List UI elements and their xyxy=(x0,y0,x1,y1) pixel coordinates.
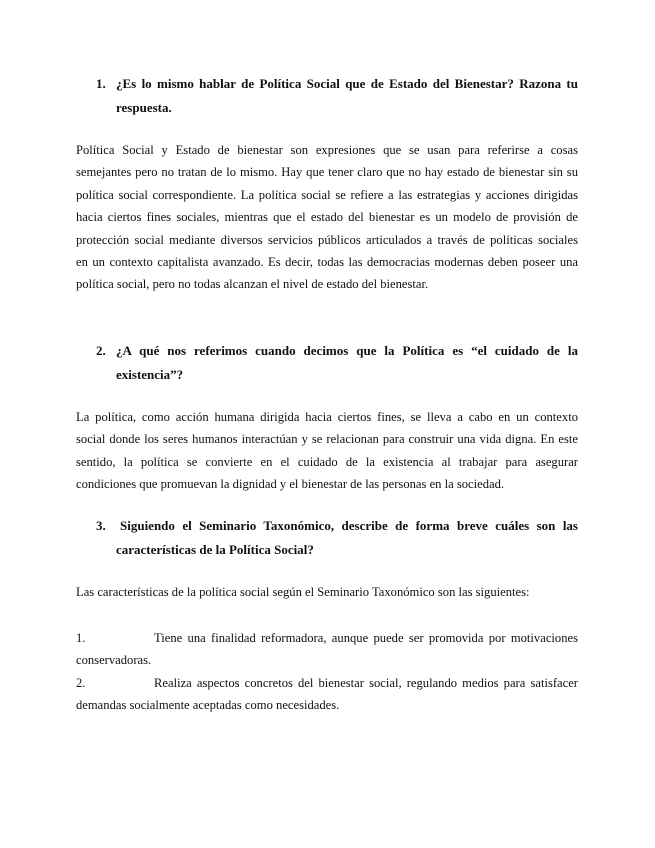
question-1-line-1: ¿Es lo mismo hablar de Política Social que de Estado del Bienestar? Razona tu xyxy=(116,76,578,91)
question-1-line-2: respuesta. xyxy=(116,100,172,115)
question-3-line-2: características de la Política Social? xyxy=(116,542,314,557)
answer-3-intro xyxy=(76,581,578,603)
question-3 xyxy=(96,514,578,562)
answer-1-line: política social, pero no todas alcanzan el nivel de estado del bienestar. xyxy=(76,277,429,292)
question-3-line-1: Siguiendo el Seminario Taxonómico, describe de forma breve cuáles son las xyxy=(120,518,578,533)
answer-1-line: protección social mediante diversos servicios públicos articulados a través de políticas sociales xyxy=(76,232,578,247)
list-item xyxy=(76,672,578,717)
question-2 xyxy=(96,339,578,387)
answer-1-line: Política Social y Estado de bienestar son expresiones que se usan para referirse a cosas xyxy=(76,143,578,157)
answer-1-line: semejantes pero no tratan de lo mismo. Hay que tener claro que no hay estado de bienestar sin su xyxy=(76,165,578,180)
list-item-2-text: Realiza aspectos concretos del bienestar social, regulando medios para satisfacer xyxy=(154,676,578,690)
question-1 xyxy=(96,72,578,120)
answer-1-line: en un contexto capitalista avanzado. Es decir, todas las democracias modernas deben poseer una xyxy=(76,255,578,270)
list-item-2-number-box xyxy=(76,672,154,694)
list-item-2-line-1 xyxy=(76,672,578,694)
question-2-line-1: ¿A qué nos referimos cuando decimos que la Política es “el cuidado de la xyxy=(116,343,578,358)
answer-1-line: hacia ciertos fines sociales, mientras que el estado del bienestar es un modelo de provisión de xyxy=(76,210,578,225)
answer-2-line: social donde los seres humanos interactúan y se relacionan para construir una vida digna. En este xyxy=(76,432,578,447)
answer-2-paragraph xyxy=(76,406,578,496)
answer-2-line: condiciones que promuevan la dignidad y el bienestar de las personas en la sociedad. xyxy=(76,477,505,492)
list-item xyxy=(76,627,578,672)
question-3-number: 3. xyxy=(96,518,106,533)
list-item-2-number: 2. xyxy=(76,676,86,690)
list-item-1-text: Tiene una finalidad reformadora, aunque puede ser promovida por motivaciones xyxy=(154,631,578,645)
answer-1-paragraph xyxy=(76,139,578,296)
list-item-1-line-2: conservadoras. xyxy=(76,653,152,668)
question-2-line-2: existencia”? xyxy=(116,367,184,382)
answer-1-line: política social correspondiente. La política social se refiere a las estrategias y acciones dirigidas xyxy=(76,187,578,202)
question-2-number: 2. xyxy=(96,343,106,358)
answer-2-line: La política, como acción humana dirigida hacia ciertos fines, se lleva a cabo en un contexto xyxy=(76,410,578,424)
question-1-number: 1. xyxy=(96,76,106,91)
answer-3-intro-text: Las características de la política social según el Seminario Taxonómico son las siguientes: xyxy=(76,585,530,599)
list-item-1-number-box xyxy=(76,627,154,649)
list-item-1-line-1 xyxy=(76,627,578,649)
list-item-1-number: 1. xyxy=(76,631,86,645)
answer-2-line: sentido, la política se convierte en el cuidado de la existencia al trabajar para asegurar xyxy=(76,454,578,469)
list-item-2-line-2: demandas socialmente aceptadas como necesidades. xyxy=(76,698,340,713)
